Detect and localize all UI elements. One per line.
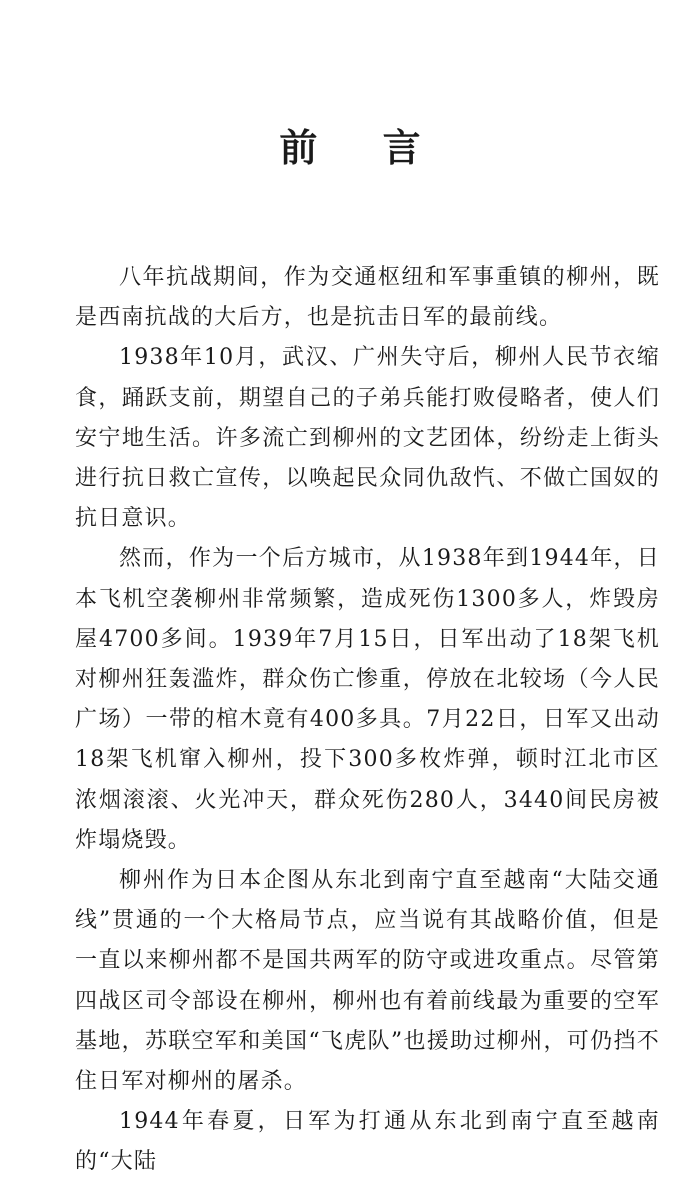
paragraph: 八年抗战期间，作为交通枢纽和军事重镇的柳州，既是西南抗战的大后方，也是抗击日军的最前线。 xyxy=(75,265,660,331)
page-title: 前 言 xyxy=(279,125,447,170)
paragraph: 柳州作为日本企图从东北到南宁直至越南“大陆交通线”贯通的一个大格局节点，应当说有其战略价值，但是一直以来柳州都不是国共两军的防守或进攻重点。尽管第四战区司令部设在柳州，柳州也有着前线最为重要的空军基地，苏联空军和美国“飞虎队”也援助过柳州，可仍挡不住日军对柳州的屠杀。 xyxy=(75,868,660,1095)
body-text xyxy=(75,258,660,1183)
paragraph: 1944年春夏，日军为打通从东北到南宁直至越南的“大陆 xyxy=(75,1109,660,1175)
paragraph: 然而，作为一个后方城市，从1938年到1944年，日本飞机空袭柳州非常频繁，造成死伤1300多人，炸毁房屋4700多间。1939年7月15日，日军出动了18架飞机对柳州狂轰滥炸，群众伤亡惨重，停放在北较场（今人民广场）一带的棺木竟有400多具。7月22日，日军又出动18架飞机窜入柳州，投下300多枚炸弹，顿时江北市区浓烟滚滚、火光冲天，群众死伤280人，3440间民房被炸塌烧毁。 xyxy=(75,546,660,853)
paragraph: 1938年10月，武汉、广州失守后，柳州人民节衣缩食，踊跃支前，期望自己的子弟兵能打败侵略者，使人们安宁地生活。许多流亡到柳州的文艺团体，纷纷走上街头进行抗日救亡宣传，以唤起民众同仇敌忾、不做亡国奴的抗日意识。 xyxy=(75,345,660,532)
